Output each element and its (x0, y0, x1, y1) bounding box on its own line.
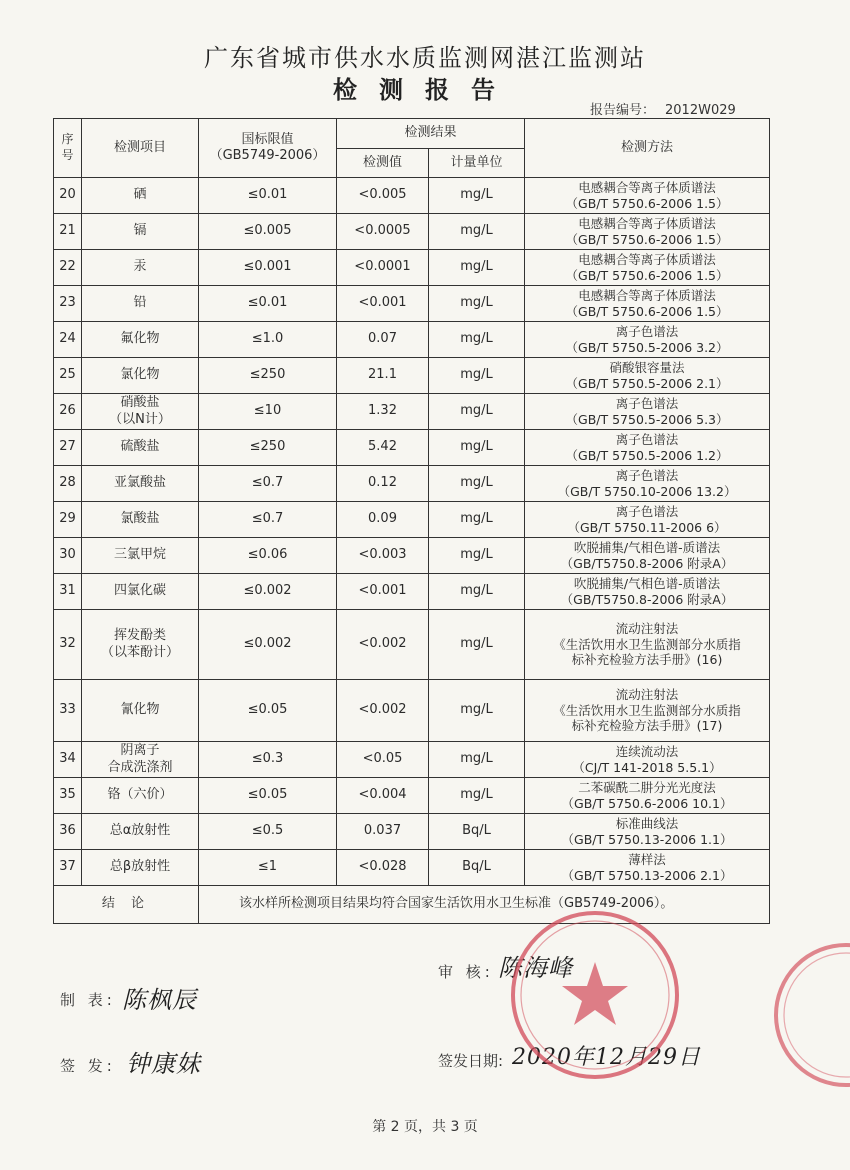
row-limit: ≤250 (199, 430, 337, 466)
row-item: 氯酸盐 (82, 502, 199, 538)
row-item: 铅 (82, 286, 199, 322)
issuer-signature: 钟康妹 (126, 1050, 201, 1078)
row-item: 镉 (82, 214, 199, 250)
row-limit: ≤0.001 (199, 250, 337, 286)
table-row (54, 814, 770, 850)
row-limit: ≤0.7 (199, 502, 337, 538)
row-seq: 27 (54, 430, 82, 466)
header-limit: 国标限值 （GB5749-2006） (199, 119, 337, 178)
row-unit: mg/L (429, 778, 525, 814)
row-method: 薄样法 （GB/T 5750.13-2006 2.1） (525, 850, 770, 886)
table-row (54, 358, 770, 394)
row-limit: ≤0.7 (199, 466, 337, 502)
row-item: 氟化物 (82, 322, 199, 358)
header-method: 检测方法 (525, 119, 770, 178)
row-value: 0.07 (337, 322, 429, 358)
row-value: 0.037 (337, 814, 429, 850)
row-method: 吹脱捕集/气相色谱-质谱法 （GB/T5750.8-2006 附录A） (525, 574, 770, 610)
issuer-label: 签 发: (60, 1057, 116, 1075)
row-value: <0.002 (337, 610, 429, 680)
table-row (54, 430, 770, 466)
row-item: 总β放射性 (82, 850, 199, 886)
row-item: 阴离子 合成洗涤剂 (82, 742, 199, 778)
table-row (54, 214, 770, 250)
row-method: 连续流动法 （CJ/T 141-2018 5.5.1） (525, 742, 770, 778)
row-seq: 35 (54, 778, 82, 814)
row-value: <0.001 (337, 286, 429, 322)
row-limit: ≤0.01 (199, 286, 337, 322)
row-method: 离子色谱法 （GB/T 5750.10-2006 13.2） (525, 466, 770, 502)
report-number (590, 99, 736, 118)
row-unit: mg/L (429, 466, 525, 502)
header-unit: 计量单位 (429, 149, 525, 178)
row-unit: mg/L (429, 538, 525, 574)
row-value: <0.0001 (337, 250, 429, 286)
row-method: 电感耦合等离子体质谱法 （GB/T 5750.6-2006 1.5） (525, 250, 770, 286)
row-unit: mg/L (429, 286, 525, 322)
row-item: 硒 (82, 178, 199, 214)
station-title: 广东省城市供水水质监测网湛江监测站 (204, 44, 646, 72)
reviewer-label: 审 核: (438, 963, 494, 981)
maker-label: 制 表: (60, 991, 116, 1009)
partial-seal (758, 940, 850, 1090)
results-table (53, 118, 770, 924)
row-value: <0.05 (337, 742, 429, 778)
row-method: 离子色谱法 （GB/T 5750.5-2006 3.2） (525, 322, 770, 358)
row-seq: 31 (54, 574, 82, 610)
row-limit: ≤1 (199, 850, 337, 886)
row-seq: 33 (54, 680, 82, 742)
row-unit: mg/L (429, 358, 525, 394)
row-unit: Bq/L (429, 850, 525, 886)
row-unit: mg/L (429, 178, 525, 214)
row-value: <0.005 (337, 178, 429, 214)
table-row (54, 742, 770, 778)
row-item: 硫酸盐 (82, 430, 199, 466)
row-method: 标准曲线法 （GB/T 5750.13-2006 1.1） (525, 814, 770, 850)
table-row (54, 178, 770, 214)
row-unit: mg/L (429, 250, 525, 286)
row-value: <0.003 (337, 538, 429, 574)
row-unit: mg/L (429, 742, 525, 778)
table-row (54, 322, 770, 358)
row-unit: Bq/L (429, 814, 525, 850)
table-row (54, 574, 770, 610)
row-seq: 28 (54, 466, 82, 502)
row-limit: ≤250 (199, 358, 337, 394)
row-value: <0.004 (337, 778, 429, 814)
issue-date-field (438, 1050, 503, 1071)
row-method: 电感耦合等离子体质谱法 （GB/T 5750.6-2006 1.5） (525, 214, 770, 250)
header-value: 检测值 (337, 149, 429, 178)
row-method: 电感耦合等离子体质谱法 （GB/T 5750.6-2006 1.5） (525, 178, 770, 214)
reviewer-signature: 陈海峰 (498, 954, 573, 982)
row-seq: 36 (54, 814, 82, 850)
row-method: 离子色谱法 （GB/T 5750.5-2006 1.2） (525, 430, 770, 466)
row-limit: ≤0.002 (199, 610, 337, 680)
row-limit: ≤0.01 (199, 178, 337, 214)
row-item: 氯化物 (82, 358, 199, 394)
row-value: <0.0005 (337, 214, 429, 250)
row-unit: mg/L (429, 214, 525, 250)
row-seq: 21 (54, 214, 82, 250)
row-limit: ≤0.005 (199, 214, 337, 250)
header-item: 检测项目 (82, 119, 199, 178)
row-value: 0.09 (337, 502, 429, 538)
row-method: 离子色谱法 （GB/T 5750.5-2006 5.3） (525, 394, 770, 430)
row-method: 电感耦合等离子体质谱法 （GB/T 5750.6-2006 1.5） (525, 286, 770, 322)
row-seq: 20 (54, 178, 82, 214)
table-row (54, 250, 770, 286)
row-item: 总α放射性 (82, 814, 199, 850)
row-item: 亚氯酸盐 (82, 466, 199, 502)
row-value: <0.001 (337, 574, 429, 610)
maker-signature: 陈枫辰 (122, 986, 197, 1014)
table-row (54, 502, 770, 538)
page-number: 第 2 页，共 3 页 (372, 1119, 478, 1135)
row-limit: ≤0.3 (199, 742, 337, 778)
row-unit: mg/L (429, 574, 525, 610)
row-seq: 34 (54, 742, 82, 778)
row-unit: mg/L (429, 394, 525, 430)
header-seq: 序号 (54, 119, 82, 178)
issuer-field (60, 1055, 116, 1076)
row-item: 铬（六价） (82, 778, 199, 814)
row-value: <0.028 (337, 850, 429, 886)
row-value: 5.42 (337, 430, 429, 466)
row-limit: ≤0.002 (199, 574, 337, 610)
row-method: 吹脱捕集/气相色谱-质谱法 （GB/T5750.8-2006 附录A） (525, 538, 770, 574)
row-limit: ≤0.06 (199, 538, 337, 574)
row-method: 二苯碳酰二肼分光光度法 （GB/T 5750.6-2006 10.1） (525, 778, 770, 814)
issue-date-label: 签发日期: (438, 1052, 504, 1070)
row-seq: 32 (54, 610, 82, 680)
row-value: 0.12 (337, 466, 429, 502)
row-item: 汞 (82, 250, 199, 286)
row-seq: 22 (54, 250, 82, 286)
row-item: 氰化物 (82, 680, 199, 742)
row-item: 三氯甲烷 (82, 538, 199, 574)
maker-field (60, 989, 116, 1010)
row-unit: mg/L (429, 502, 525, 538)
table-row (54, 610, 770, 680)
issue-date-value: 2020年12月29日 (512, 1045, 701, 1070)
conclusion-label: 结 论 (54, 886, 199, 924)
table-row (54, 850, 770, 886)
row-limit: ≤1.0 (199, 322, 337, 358)
report-title: 检测报告 (333, 76, 517, 104)
reviewer-field (438, 961, 494, 982)
report-number-value: 2012W029 (665, 103, 736, 118)
row-seq: 37 (54, 850, 82, 886)
report-number-label: 报告编号： (590, 103, 656, 118)
row-seq: 26 (54, 394, 82, 430)
row-seq: 25 (54, 358, 82, 394)
row-item: 四氯化碳 (82, 574, 199, 610)
row-limit: ≤0.05 (199, 778, 337, 814)
row-method: 流动注射法 《生活饮用水卫生监测部分水质指 标补充检验方法手册》(17) (525, 680, 770, 742)
conclusion-text: 该水样所检测项目结果均符合国家生活饮用水卫生标准（GB5749-2006）。 (199, 886, 770, 924)
table-row (54, 778, 770, 814)
table-row (54, 466, 770, 502)
row-method: 离子色谱法 （GB/T 5750.11-2006 6） (525, 502, 770, 538)
row-item: 硝酸盐 （以N计） (82, 394, 199, 430)
header-result: 检测结果 (337, 119, 525, 149)
row-value: <0.002 (337, 680, 429, 742)
table-row (54, 394, 770, 430)
table-row (54, 680, 770, 742)
row-seq: 23 (54, 286, 82, 322)
row-unit: mg/L (429, 680, 525, 742)
row-item: 挥发酚类 （以苯酚计） (82, 610, 199, 680)
row-method: 硝酸银容量法 （GB/T 5750.5-2006 2.1） (525, 358, 770, 394)
row-unit: mg/L (429, 430, 525, 466)
official-seal (500, 900, 690, 1090)
row-seq: 29 (54, 502, 82, 538)
row-limit: ≤0.05 (199, 680, 337, 742)
table-row (54, 286, 770, 322)
row-seq: 24 (54, 322, 82, 358)
row-limit: ≤10 (199, 394, 337, 430)
row-limit: ≤0.5 (199, 814, 337, 850)
row-value: 1.32 (337, 394, 429, 430)
row-value: 21.1 (337, 358, 429, 394)
row-unit: mg/L (429, 322, 525, 358)
table-row (54, 538, 770, 574)
row-method: 流动注射法 《生活饮用水卫生监测部分水质指 标补充检验方法手册》(16) (525, 610, 770, 680)
row-seq: 30 (54, 538, 82, 574)
row-unit: mg/L (429, 610, 525, 680)
